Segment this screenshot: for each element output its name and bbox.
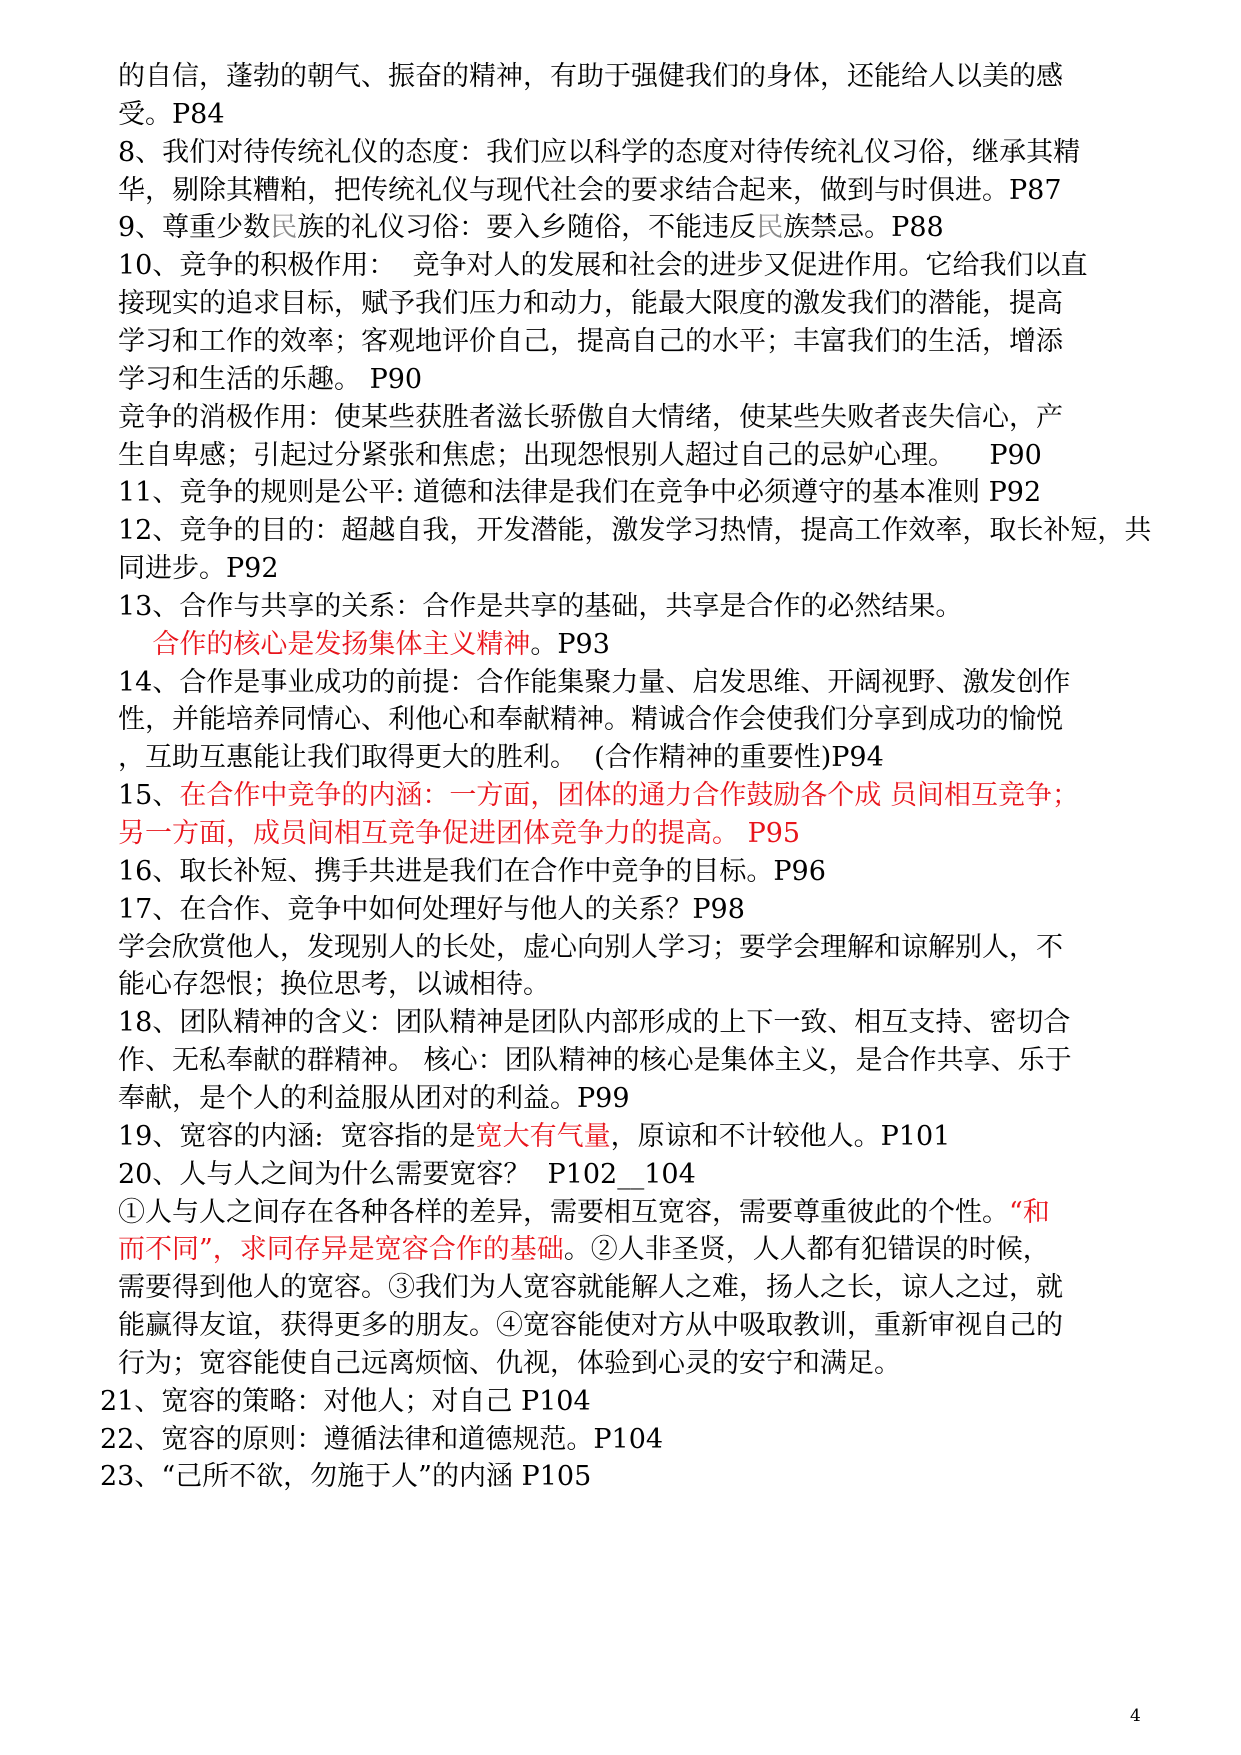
text-line	[118, 134, 1080, 172]
text-segment: 学习和工作的效率；客观地评价自己，提高自己的水平；丰富我们的生活，增添	[118, 325, 1063, 357]
text-line	[118, 399, 1063, 437]
text-line	[118, 512, 1151, 550]
text-line	[118, 172, 1062, 210]
text-segment: ①人与人之间存在各种各样的差异，需要相互宽容，需要尊重彼此的个性。	[118, 1196, 1009, 1228]
text-line	[118, 1194, 1050, 1232]
text-line	[118, 323, 1063, 361]
text-segment: 13、合作与共享的关系：合作是共享的基础，共享是合作的必然结果。	[118, 590, 963, 622]
text-segment: 生自卑感；引起过分紧张和焦虑；出现怨恨别人超过自己的忌妒心理。 P90	[118, 439, 1042, 471]
text-segment: 8、我们对待传统礼仪的态度：我们应以科学的态度对待传统礼仪习俗，继承其精	[118, 136, 1081, 168]
text-segment: 奉献，是个人的利益服从团对的利益。P99	[118, 1082, 630, 1114]
text-line	[118, 209, 944, 247]
text-segment: 23、“己所不欲，勿施于人”的内涵 P105	[100, 1461, 592, 1493]
text-line	[118, 474, 1041, 512]
text-line	[118, 58, 1063, 96]
text-line	[118, 1080, 630, 1118]
text-segment: 18、团队精神的含义：团队精神是团队内部形成的上下一致、相互支持、密切合	[118, 1007, 1071, 1039]
text-segment: 需要得到他人的宽容。③我们为人宽容就能解人之难，扬人之长，谅人之过，就	[118, 1272, 1063, 1304]
text-segment: 接现实的追求目标，赋予我们压力和动力，能最大限度的激发我们的潜能，提高	[118, 288, 1063, 320]
text-line	[118, 777, 1079, 815]
text-line	[118, 966, 550, 1004]
text-line	[118, 891, 745, 929]
text-line	[118, 701, 1063, 739]
text-line	[118, 437, 1042, 475]
text-segment: 。P93	[530, 628, 610, 660]
text-segment: 的自信，蓬勃的朝气、振奋的精神，有助于强健我们的身体，还能给人以美的感	[118, 61, 1063, 92]
highlighted-text: 宽大有气量	[475, 1120, 611, 1152]
text-segment: 10、竞争的积极作用： 竞争对人的发展和社会的进步又促进作用。它给我们以直	[118, 250, 1088, 282]
text-segment: 11、竞争的规则是公平: 道德和法律是我们在竞争中必须遵守的基本准则 P92	[118, 477, 1042, 509]
text-line	[118, 1345, 901, 1383]
text-line	[118, 247, 1088, 285]
text-segment: 21、宽容的策略：对他人；对自己 P104	[100, 1385, 591, 1417]
text-line	[118, 1156, 696, 1194]
text-segment: 14、合作是事业成功的前提：合作能集聚力量、启发思维、开阔视野、激发创作	[118, 666, 1071, 698]
text-line	[100, 1383, 591, 1421]
text-line	[118, 664, 1070, 702]
text-line	[100, 1458, 591, 1496]
text-line	[118, 1231, 1050, 1269]
page-number: 4	[1130, 1706, 1141, 1726]
text-segment: 19、宽容的内涵: 宽容指的是	[118, 1120, 476, 1152]
text-line	[118, 361, 422, 399]
text-segment: 行为；宽容能使自己远离烦恼、仇视，体验到心灵的安宁和满足。	[118, 1347, 901, 1379]
text-segment: 华，剔除其糟粕，把传统礼仪与现代社会的要求结合起来，做到与时俱进。P87	[118, 174, 1062, 206]
text-line	[118, 550, 279, 588]
text-segment: 竞争的消极作用：使某些获胜者滋长骄傲自大情绪，使某些失败者丧失信心，产	[118, 401, 1063, 433]
highlighted-text: 在合作中竞争的内涵：一方面，团体的通力合作鼓励各个成 员间相互竞争；	[179, 780, 1079, 812]
text-segment: 15、	[118, 780, 180, 812]
text-segment: 17、在合作、竞争中如何处理好与他人的关系？P98	[118, 893, 745, 925]
text-segment: 学会欣赏他人，发现别人的长处，虚心向别人学习；要学会理解和谅解别人，不	[118, 931, 1063, 963]
text-segment: ，互助互惠能让我们取得更大的胜利。 (合作精神的重要性)P94	[118, 742, 884, 774]
text-line	[118, 588, 962, 626]
text-segment: 。②人非圣贤，人人都有犯错误的时候，	[563, 1234, 1050, 1266]
text-line	[118, 1042, 1072, 1080]
text-segment: 9、尊重少数	[118, 212, 271, 244]
text-segment: 能心存怨恨；换位思考，以诚相待。	[118, 969, 550, 1001]
text-line	[118, 815, 800, 853]
highlighted-text: “和	[1009, 1196, 1050, 1228]
text-line	[118, 1269, 1063, 1307]
text-segment: 12、竞争的目的：超越自我，开发潜能，激发学习热情，提高工作效率，取长补短，共	[118, 515, 1152, 547]
text-segment: 16、取长补短、携手共进是我们在合作中竞争的目标。P96	[118, 855, 826, 887]
text-segment: 性，并能培养同情心、利他心和奉献精神。精诚合作会使我们分享到成功的愉悦	[118, 704, 1063, 736]
text-segment: 同进步。P92	[118, 553, 279, 585]
highlighted-text: 合作的核心是发扬集体主义精神	[152, 628, 531, 660]
text-line	[118, 739, 884, 777]
text-line	[118, 1118, 950, 1156]
text-line	[118, 1307, 1063, 1345]
text-line	[118, 285, 1063, 323]
highlighted-text: 另一方面，成员间相互竞争促进团体竞争力的提高。 P95	[118, 818, 801, 849]
text-segment: 民	[270, 212, 298, 244]
text-line	[118, 929, 1063, 967]
text-line	[100, 1421, 663, 1459]
highlighted-text: 而不同”，求同存异是宽容合作的基础	[118, 1234, 564, 1266]
text-line	[118, 626, 610, 664]
text-segment: 族的礼仪习俗：要入乡随俗，不能违反	[297, 212, 757, 244]
text-segment: 作、无私奉献的群精神。 核心：团队精神的核心是集体主义，是合作共享、乐于	[118, 1045, 1072, 1077]
text-line	[118, 853, 826, 891]
text-line	[118, 96, 225, 134]
text-line	[118, 1004, 1070, 1042]
text-segment: 能赢得友谊，获得更多的朋友。④宽容能使对方从中吸取教训，重新审视自己的	[118, 1310, 1063, 1342]
text-segment: 民	[756, 212, 784, 244]
text-segment	[118, 629, 152, 660]
text-segment: 22、宽容的原则：遵循法律和道德规范。P104	[100, 1423, 664, 1455]
text-segment: 学习和生活的乐趣。 P90	[118, 363, 423, 395]
text-segment: ，原谅和不计较他人。P101	[610, 1120, 951, 1152]
text-segment: 受。P84	[118, 98, 225, 130]
text-segment: 20、人与人之间为什么需要宽容？ P102__104	[118, 1158, 696, 1190]
text-segment: 族禁忌。P88	[783, 212, 944, 244]
